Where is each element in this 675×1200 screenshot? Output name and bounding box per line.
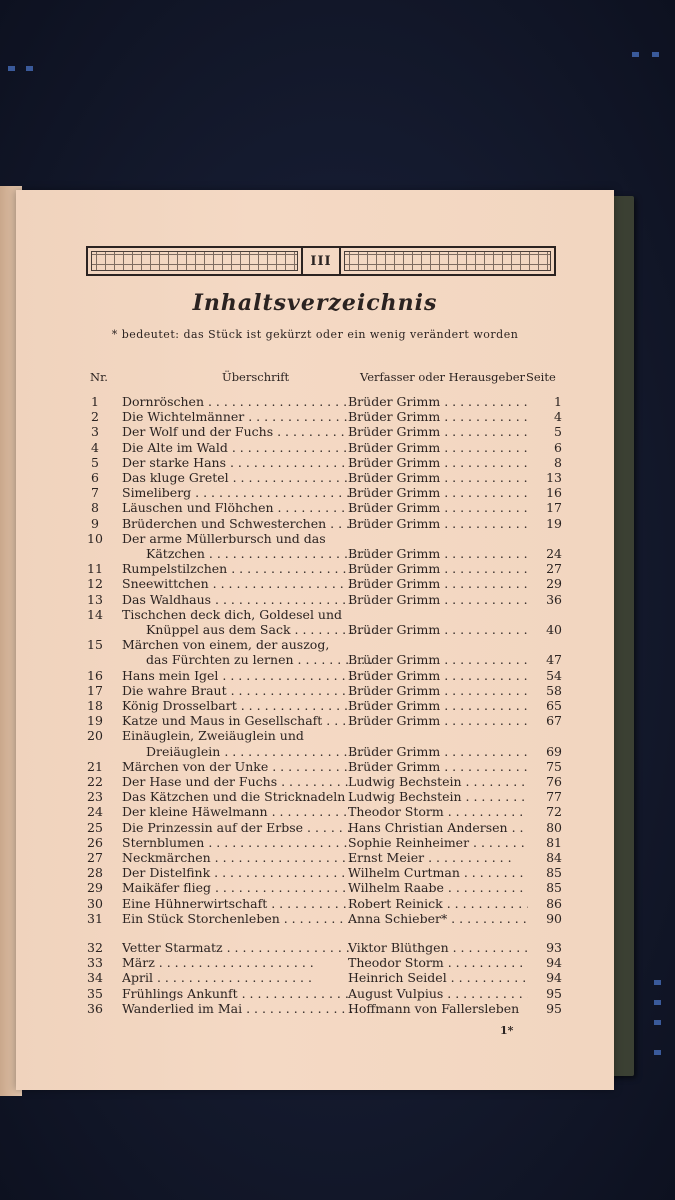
toc-title: Neckmärchen . . . (122, 850, 352, 865)
toc-author: Brüder Grimm . . . (348, 409, 528, 424)
toc-author: Brüder Grimm . . . (348, 561, 528, 576)
fabric-dot (26, 66, 33, 71)
toc-number: 10 (87, 530, 103, 546)
page-subtitle: * bedeutet: das Stück ist gekürzt oder ein wenig verändert worden (111, 328, 519, 341)
toc-author: Brüder Grimm . . . (348, 698, 528, 713)
toc-row (16, 500, 614, 515)
toc-page: 58 (546, 682, 562, 698)
toc-author: August Vulpius . . . (348, 986, 528, 1001)
toc-row (16, 940, 614, 955)
toc-number: 23 (87, 789, 103, 805)
toc-author: Brüder Grimm . . . (348, 455, 528, 470)
toc-page: 4 (554, 409, 562, 425)
toc-page: 85 (546, 880, 562, 896)
fabric-dot (654, 980, 661, 985)
toc-page: 95 (546, 1000, 562, 1016)
toc-number: 4 (91, 439, 99, 455)
toc-number: 11 (87, 561, 103, 577)
toc-page: 1 (554, 394, 562, 409)
column-header-nr: Nr. (90, 370, 108, 384)
toc-number: 18 (87, 698, 103, 713)
toc-number: 19 (87, 713, 103, 729)
toc-author: Brüder Grimm . . . (348, 440, 528, 455)
column-header-author: Verfasser oder Herausgeber (360, 370, 525, 384)
toc-title: Das kluge Gretel . . . (122, 470, 352, 485)
toc-row (16, 835, 614, 850)
toc-author: Brüder Grimm . . . (348, 744, 528, 759)
toc-number: 32 (87, 940, 103, 955)
toc-page: 19 (546, 515, 562, 531)
toc-page: 80 (546, 819, 562, 835)
toc-row (16, 820, 614, 835)
book-page (16, 190, 614, 1090)
toc-title: März . . . (122, 955, 352, 970)
toc-author: Brüder Grimm . . . (348, 759, 528, 774)
toc-row (16, 955, 614, 970)
toc-row (16, 485, 614, 500)
toc-number: 2 (91, 409, 99, 425)
column-header-title: Überschrift (222, 370, 290, 384)
toc-page: 47 (546, 652, 562, 668)
toc-row (16, 865, 614, 880)
toc-number: 16 (87, 667, 103, 683)
toc-page: 77 (546, 789, 562, 805)
toc-title: Simeliberg . . . (122, 485, 352, 500)
toc-title: Die Wichtelmänner . . . (122, 409, 352, 424)
toc-title: Dreiäuglein . . . (146, 744, 376, 759)
toc-title: Brüderchen und Schwesterchen . . . (122, 516, 352, 531)
page-number-roman: III (301, 248, 341, 274)
toc-page: 76 (546, 774, 562, 789)
toc-row (16, 850, 614, 865)
toc-author: Brüder Grimm . . . (348, 424, 528, 439)
toc-page: 36 (546, 591, 562, 607)
toc-author: Brüder Grimm . . . (348, 394, 528, 409)
toc-title: Der starke Hans . . . (122, 455, 352, 470)
toc-number: 30 (87, 895, 103, 911)
toc-number: 3 (91, 424, 99, 440)
toc-page: 5 (554, 424, 562, 440)
toc-row (16, 1001, 614, 1016)
toc-row (16, 774, 614, 789)
column-header-page: Seite (526, 370, 556, 384)
toc-author: Ludwig Bechstein . . . (348, 789, 528, 804)
toc-number: 31 (87, 910, 103, 926)
toc-title: Der kleine Häwelmann . . . (122, 804, 352, 819)
toc-page: 8 (554, 454, 562, 470)
toc-title: Kätzchen . . . (146, 546, 376, 561)
toc-page: 90 (546, 910, 562, 926)
fabric-dot (654, 1020, 661, 1025)
toc-author: Brüder Grimm . . . (348, 683, 528, 698)
toc-author: Brüder Grimm . . . (348, 470, 528, 485)
toc-row (16, 607, 614, 622)
toc-number: 9 (91, 515, 99, 531)
toc-page: 16 (546, 485, 562, 501)
toc-row (16, 744, 614, 759)
toc-author: Brüder Grimm . . . (348, 668, 528, 683)
toc-number: 24 (87, 804, 103, 820)
toc-author: Brüder Grimm . . . (348, 485, 528, 500)
toc-title: Die Prinzessin auf der Erbse . . . (122, 820, 352, 835)
toc-page: 6 (554, 439, 562, 455)
toc-page: 84 (546, 850, 562, 865)
toc-row (16, 986, 614, 1001)
toc-row (16, 713, 614, 728)
toc-page: 17 (546, 500, 562, 516)
toc-number: 5 (91, 454, 99, 470)
toc-page: 29 (546, 576, 562, 592)
toc-row (16, 880, 614, 895)
toc-row (16, 409, 614, 424)
toc-author: Hans Christian Andersen . . . (348, 820, 528, 835)
toc-title: Läuschen und Flöhchen . . . (122, 500, 352, 515)
toc-author: Theodor Storm . . . (348, 955, 528, 970)
toc-title: Frühlings Ankunft . . . (122, 986, 352, 1001)
toc-author: Brüder Grimm . . . (348, 576, 528, 591)
signature-mark: 1* (500, 1024, 514, 1037)
toc-number: 36 (87, 1000, 103, 1016)
toc-author: Brüder Grimm . . . (348, 592, 528, 607)
toc-number: 25 (87, 819, 103, 835)
toc-title: Der Wolf und der Fuchs . . . (122, 424, 352, 439)
toc-page: 81 (546, 834, 562, 850)
toc-title: das Fürchten zu lernen . . . (146, 652, 376, 667)
toc-title: Die wahre Braut . . . (122, 683, 352, 698)
toc-number: 7 (91, 485, 99, 501)
toc-number: 20 (87, 728, 103, 744)
toc-number: 26 (87, 834, 103, 850)
toc-page: 93 (546, 940, 562, 955)
toc-number: 27 (87, 850, 103, 865)
toc-title: Der Distelfink . . . (122, 865, 352, 880)
page-title: Inhaltsverzeichnis (192, 290, 438, 316)
toc-number: 29 (87, 880, 103, 896)
toc-row (16, 728, 614, 743)
toc-title: Das Kätzchen und die Stricknadeln . . . (122, 789, 352, 804)
toc-author: Ernst Meier . . . (348, 850, 528, 865)
toc-title: Märchen von einem, der auszog, (122, 637, 330, 653)
toc-title: Die Alte im Wald . . . (122, 440, 352, 455)
toc-title: Knüppel aus dem Sack . . . (146, 622, 376, 637)
toc-title: Vetter Starmatz . . . (122, 940, 352, 955)
toc-number: 28 (87, 865, 103, 881)
toc-number: 8 (91, 500, 99, 516)
toc-row (16, 470, 614, 485)
toc-row (16, 683, 614, 698)
toc-author: Robert Reinick . . . (348, 896, 528, 911)
toc-row (16, 394, 614, 409)
toc-title: Hans mein Igel . . . (122, 668, 352, 683)
toc-number: 33 (87, 955, 103, 971)
toc-page: 95 (546, 985, 562, 1001)
toc-row (16, 911, 614, 926)
toc-title: Ein Stück Storchenleben . . . (122, 911, 352, 926)
toc-author: Brüder Grimm . . . (348, 622, 528, 637)
ornament-left (91, 251, 298, 271)
toc-author: Viktor Blüthgen . . . (348, 940, 528, 955)
toc-number: 12 (87, 576, 103, 592)
toc-number: 6 (91, 470, 99, 485)
toc-row (16, 531, 614, 546)
toc-page: 67 (546, 713, 562, 729)
toc-author: Anna Schieber* . . . (348, 911, 528, 926)
fabric-dot (632, 52, 639, 57)
toc-title: Wanderlied im Mai . . . (122, 1001, 352, 1016)
toc-title: Das Waldhaus . . . (122, 592, 352, 607)
toc-number: 21 (87, 758, 103, 774)
toc-page: 27 (546, 561, 562, 577)
fabric-dot (652, 52, 659, 57)
toc-title: Sternblumen . . . (122, 835, 352, 850)
toc-title: Sneewittchen . . . (122, 576, 352, 591)
toc-row (16, 440, 614, 455)
toc-row (16, 592, 614, 607)
toc-number: 13 (87, 591, 103, 607)
fabric-dot (654, 1000, 661, 1005)
toc-title: Eine Hühnerwirtschaft . . . (122, 896, 352, 911)
page-header-ornament (86, 246, 556, 276)
toc-author: Ludwig Bechstein . . . (348, 774, 528, 789)
toc-author: Theodor Storm . . . (348, 804, 528, 819)
toc-title: Tischchen deck dich, Goldesel und (122, 606, 343, 622)
toc-author: Wilhelm Curtman . . . (348, 865, 528, 880)
toc-page: 72 (546, 804, 562, 820)
toc-author: Hoffmann von Fallersleben (348, 1000, 520, 1016)
toc-author: Brüder Grimm . . . (348, 546, 528, 561)
toc-row (16, 424, 614, 439)
toc-number: 15 (87, 637, 103, 653)
toc-title: Einäuglein, Zweiäuglein und (122, 728, 304, 744)
toc-row (16, 970, 614, 985)
fabric-dot (8, 66, 15, 71)
toc-row (16, 896, 614, 911)
toc-row (16, 546, 614, 561)
toc-number: 34 (87, 970, 103, 986)
toc-title: Katze und Maus in Gesellschaft . . . (122, 713, 352, 728)
toc-number: 14 (87, 606, 103, 622)
toc-author: Sophie Reinheimer . . . (348, 835, 528, 850)
toc-page: 86 (546, 895, 562, 911)
toc-row (16, 576, 614, 591)
toc-page: 75 (546, 758, 562, 774)
toc-title: Der arme Müllerbursch und das (122, 530, 326, 546)
toc-author: Brüder Grimm . . . (348, 500, 528, 515)
toc-row (16, 668, 614, 683)
toc-row (16, 622, 614, 637)
toc-row (16, 637, 614, 652)
toc-number: 22 (87, 774, 103, 789)
toc-author: Wilhelm Raabe . . . (348, 880, 528, 895)
toc-page: 54 (546, 667, 562, 683)
toc-author: Heinrich Seidel . . . (348, 970, 528, 985)
toc-row (16, 698, 614, 713)
toc-author: Brüder Grimm . . . (348, 652, 528, 667)
toc-title: April . . . (122, 970, 352, 985)
toc-title: Maikäfer flieg . . . (122, 880, 352, 895)
toc-page: 40 (546, 622, 562, 637)
toc-row (16, 759, 614, 774)
toc-row (16, 455, 614, 470)
toc-page: 94 (546, 970, 562, 986)
toc-row (16, 804, 614, 819)
toc-title: Rumpelstilzchen . . . (122, 561, 352, 576)
ornament-right (344, 251, 551, 271)
toc-number: 17 (87, 682, 103, 698)
toc-number: 35 (87, 985, 103, 1001)
toc-title: Der Hase und der Fuchs . . . (122, 774, 352, 789)
toc-title: Dornröschen . . . (122, 394, 352, 409)
toc-author: Brüder Grimm . . . (348, 516, 528, 531)
fabric-dot (654, 1050, 661, 1055)
toc-page: 94 (546, 955, 562, 971)
toc-row (16, 561, 614, 576)
toc-page: 24 (546, 546, 562, 561)
toc-page: 65 (546, 698, 562, 713)
toc-row (16, 516, 614, 531)
toc-title: König Drosselbart . . . (122, 698, 352, 713)
toc-page: 69 (546, 743, 562, 759)
toc-title: Märchen von der Unke . . . (122, 759, 352, 774)
toc-page: 13 (546, 470, 562, 485)
toc-row (16, 652, 614, 667)
toc-page: 85 (546, 865, 562, 881)
toc-row (16, 789, 614, 804)
toc-author: Brüder Grimm . . . (348, 713, 528, 728)
toc-number: 1 (91, 394, 99, 409)
